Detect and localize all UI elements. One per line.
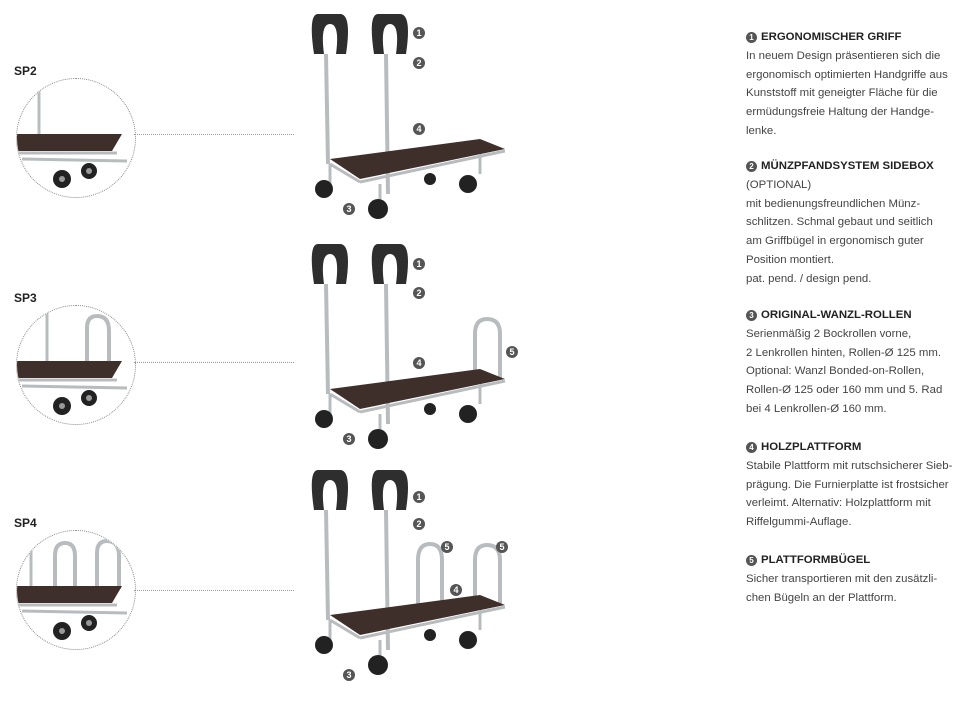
zoom-detail-sp2	[16, 78, 136, 198]
feature-text-line: 2 Lenkrollen hinten, Rollen-Ø 125 mm.	[746, 346, 942, 359]
connector-line-sp3	[134, 362, 294, 363]
connector-line-sp2	[134, 134, 294, 135]
feature-block-4	[746, 438, 968, 532]
feature-text-line: verleimt. Alternativ: Holzplattform mit	[746, 497, 931, 510]
feature-text-line: pat. pend. / design pend.	[746, 272, 872, 285]
callout-badge: 3	[343, 433, 355, 445]
callout-badge: 2	[413, 57, 425, 69]
callout-badge: 4	[413, 357, 425, 369]
zoom-detail-sp3	[16, 305, 136, 425]
feature-text-line: am Griffbügel in ergonomisch guter	[746, 235, 924, 248]
callout-badge: 4	[413, 123, 425, 135]
feature-text-line: Optional: Wanzl Bonded-on-Rollen,	[746, 365, 925, 378]
feature-text-line: ergonomisch optimierten Handgriffe aus	[746, 68, 948, 81]
callout-badge: 5	[506, 346, 518, 358]
feature-text-line: Serienmäßig 2 Bockrollen vorne,	[746, 327, 912, 340]
variant-label-sp3: SP3	[14, 291, 37, 305]
callout-badge: 2	[413, 287, 425, 299]
feature-subtitle: (OPTIONAL)	[746, 178, 812, 191]
callout-badge: 5	[441, 541, 453, 553]
feature-text-line: Stabile Plattform mit rutschsicherer Sieb-	[746, 459, 953, 472]
feature-text-line: Rollen-Ø 125 oder 160 mm und 5. Rad	[746, 384, 943, 397]
feature-text-line: prägung. Die Furnierplatte ist frostsicher	[746, 478, 949, 491]
callout-badge: 5	[496, 541, 508, 553]
feature-text-line: lenke.	[746, 124, 777, 137]
feature-block-1	[746, 28, 968, 141]
feature-text-line: ermüdungsfreie Haltung der Handge-	[746, 106, 935, 119]
callout-badge: 3	[343, 669, 355, 681]
zoom-detail-sp4	[16, 530, 136, 650]
callout-badge: 1	[413, 491, 425, 503]
callout-badge: 1	[413, 27, 425, 39]
feature-number-badge: 1	[746, 32, 757, 43]
feature-number-badge: 2	[746, 161, 757, 172]
callout-badge: 3	[343, 203, 355, 215]
callout-badge: 4	[450, 584, 462, 596]
connector-line-sp4	[134, 590, 294, 591]
feature-number-badge: 3	[746, 310, 757, 321]
feature-text-line: Kunststoff mit geneigter Fläche für die	[746, 87, 938, 100]
feature-block-5	[746, 551, 968, 607]
feature-title: MÜNZPFANDSYSTEM SIDEBOX	[761, 160, 934, 172]
feature-number-badge: 5	[746, 555, 757, 566]
feature-block-2	[746, 157, 968, 289]
feature-title: PLATTFORMBÜGEL	[761, 554, 871, 566]
feature-block-3	[746, 306, 968, 419]
feature-text-line: Sicher transportieren mit den zusätzli-	[746, 572, 938, 585]
feature-number-badge: 4	[746, 442, 757, 453]
feature-title: HOLZPLATTFORM	[761, 441, 862, 453]
feature-text-line: Riffelgummi-Auflage.	[746, 516, 852, 529]
feature-title: ERGONOMISCHER GRIFF	[761, 31, 902, 43]
cart-illustration-sp4	[290, 470, 550, 700]
callout-badge: 1	[413, 258, 425, 270]
variant-label-sp2: SP2	[14, 64, 37, 78]
feature-text-line: mit bedienungsfreundlichen Münz-	[746, 197, 921, 210]
feature-text-line: bei 4 Lenkrollen-Ø 160 mm.	[746, 402, 887, 415]
variant-label-sp4: SP4	[14, 516, 37, 530]
feature-text-line: chen Bügeln an der Plattform.	[746, 591, 897, 604]
feature-text-line: schlitzen. Schmal gebaut und seitlich	[746, 216, 933, 229]
callout-badge: 2	[413, 518, 425, 530]
feature-text-line: In neuem Design präsentieren sich die	[746, 49, 941, 62]
feature-title: ORIGINAL-WANZL-ROLLEN	[761, 309, 912, 321]
feature-text-line: Position montiert.	[746, 253, 834, 266]
